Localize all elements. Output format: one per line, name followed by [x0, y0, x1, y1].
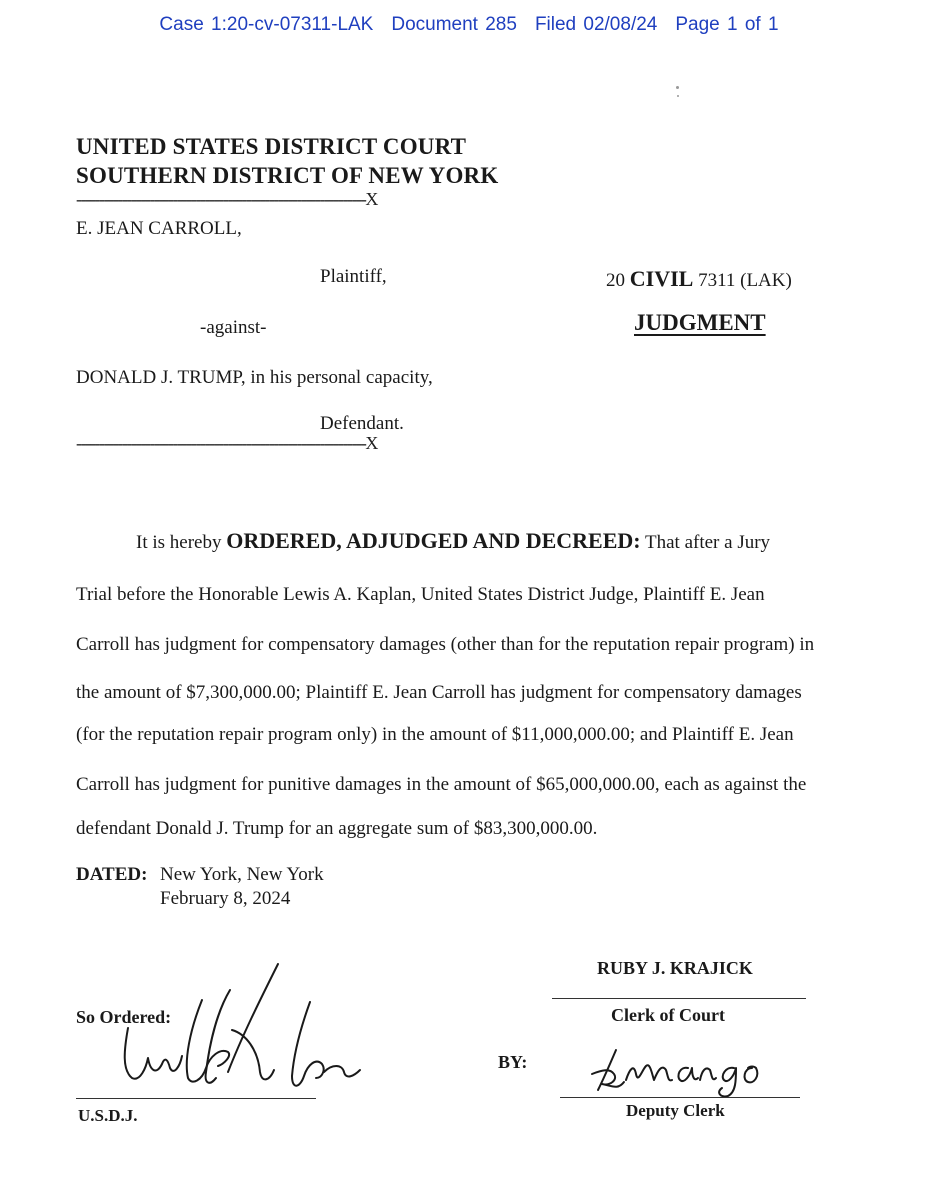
judge-title: U.S.D.J. [78, 1106, 138, 1125]
court-name-line2: SOUTHERN DISTRICT OF NEW YORK [76, 163, 499, 188]
plaintiff-role: Plaintiff, [320, 266, 387, 287]
order-phrase: ORDERED, ADJUDGED AND DECREED: [226, 528, 641, 553]
body-line-1 [136, 528, 770, 554]
dated-label: DATED: [76, 864, 148, 885]
case-number-caption [606, 266, 792, 292]
body-line-4: the amount of $7,300,000.00; Plaintiff E. Jean Carroll has judgment for compensatory damages [76, 682, 802, 703]
court-name-line1: UNITED STATES DISTRICT COURT [76, 134, 467, 159]
body-line-2: Trial before the Honorable Lewis A. Kaplan, United States District Judge, Plaintiff E. Jean [76, 584, 765, 605]
against-label: -against- [200, 317, 267, 338]
judge-signature-text: L Kaplan [240, 1098, 244, 1099]
body-intro: It is hereby [136, 532, 227, 553]
case-civil-label: CIVIL [629, 266, 694, 291]
document-number: Document 285 [391, 14, 517, 35]
by-label: BY: [498, 1052, 528, 1072]
caption-divider-bottom: ---------------------------------------------------------------X [76, 433, 378, 453]
body-line-5: (for the reputation repair program only) in the amount of $11,000,000.00; and Plaintiff E. Jean [76, 724, 794, 745]
judgment-title: JUDGMENT [634, 310, 766, 335]
clerk-signature-line [552, 998, 806, 999]
judge-signature [110, 960, 370, 1100]
body-line-1-rest: That after a Jury [640, 532, 771, 553]
case-number: Case 1:20-cv-07311-LAK [159, 14, 374, 35]
clerk-title: Clerk of Court [611, 1005, 725, 1025]
deputy-signature-text: K Mango [678, 1098, 682, 1099]
deputy-title: Deputy Clerk [626, 1101, 725, 1120]
deputy-signature-line [560, 1097, 800, 1098]
dated-place: New York, New York [160, 864, 324, 885]
defendant-name: DONALD J. TRUMP, in his personal capacity, [76, 367, 433, 388]
dated-date: February 8, 2024 [160, 888, 291, 909]
body-line-7: defendant Donald J. Trump for an aggregate sum of $83,300,000.00. [76, 818, 598, 839]
case-number-suffix: 7311 (LAK) [693, 270, 792, 291]
plaintiff-name: E. JEAN CARROLL, [76, 218, 242, 239]
so-ordered-label: So Ordered: [76, 1007, 172, 1027]
clerk-name: RUBY J. KRAJICK [597, 958, 753, 978]
body-line-6: Carroll has judgment for punitive damages in the amount of $65,000,000.00, each as against the [76, 774, 807, 795]
scan-speck [677, 95, 679, 97]
page-count: Page 1 of 1 [675, 14, 779, 35]
deputy-signature [588, 1040, 768, 1100]
filing-stamp-header [0, 14, 938, 36]
case-number-prefix: 20 [606, 270, 630, 291]
filed-date: Filed 02/08/24 [534, 14, 658, 35]
defendant-role: Defendant. [320, 413, 404, 434]
body-line-3: Carroll has judgment for compensatory damages (other than for the reputation repair program) in [76, 634, 815, 655]
scan-speck [676, 86, 679, 89]
caption-divider-top: ---------------------------------------------------------------X [76, 189, 378, 209]
